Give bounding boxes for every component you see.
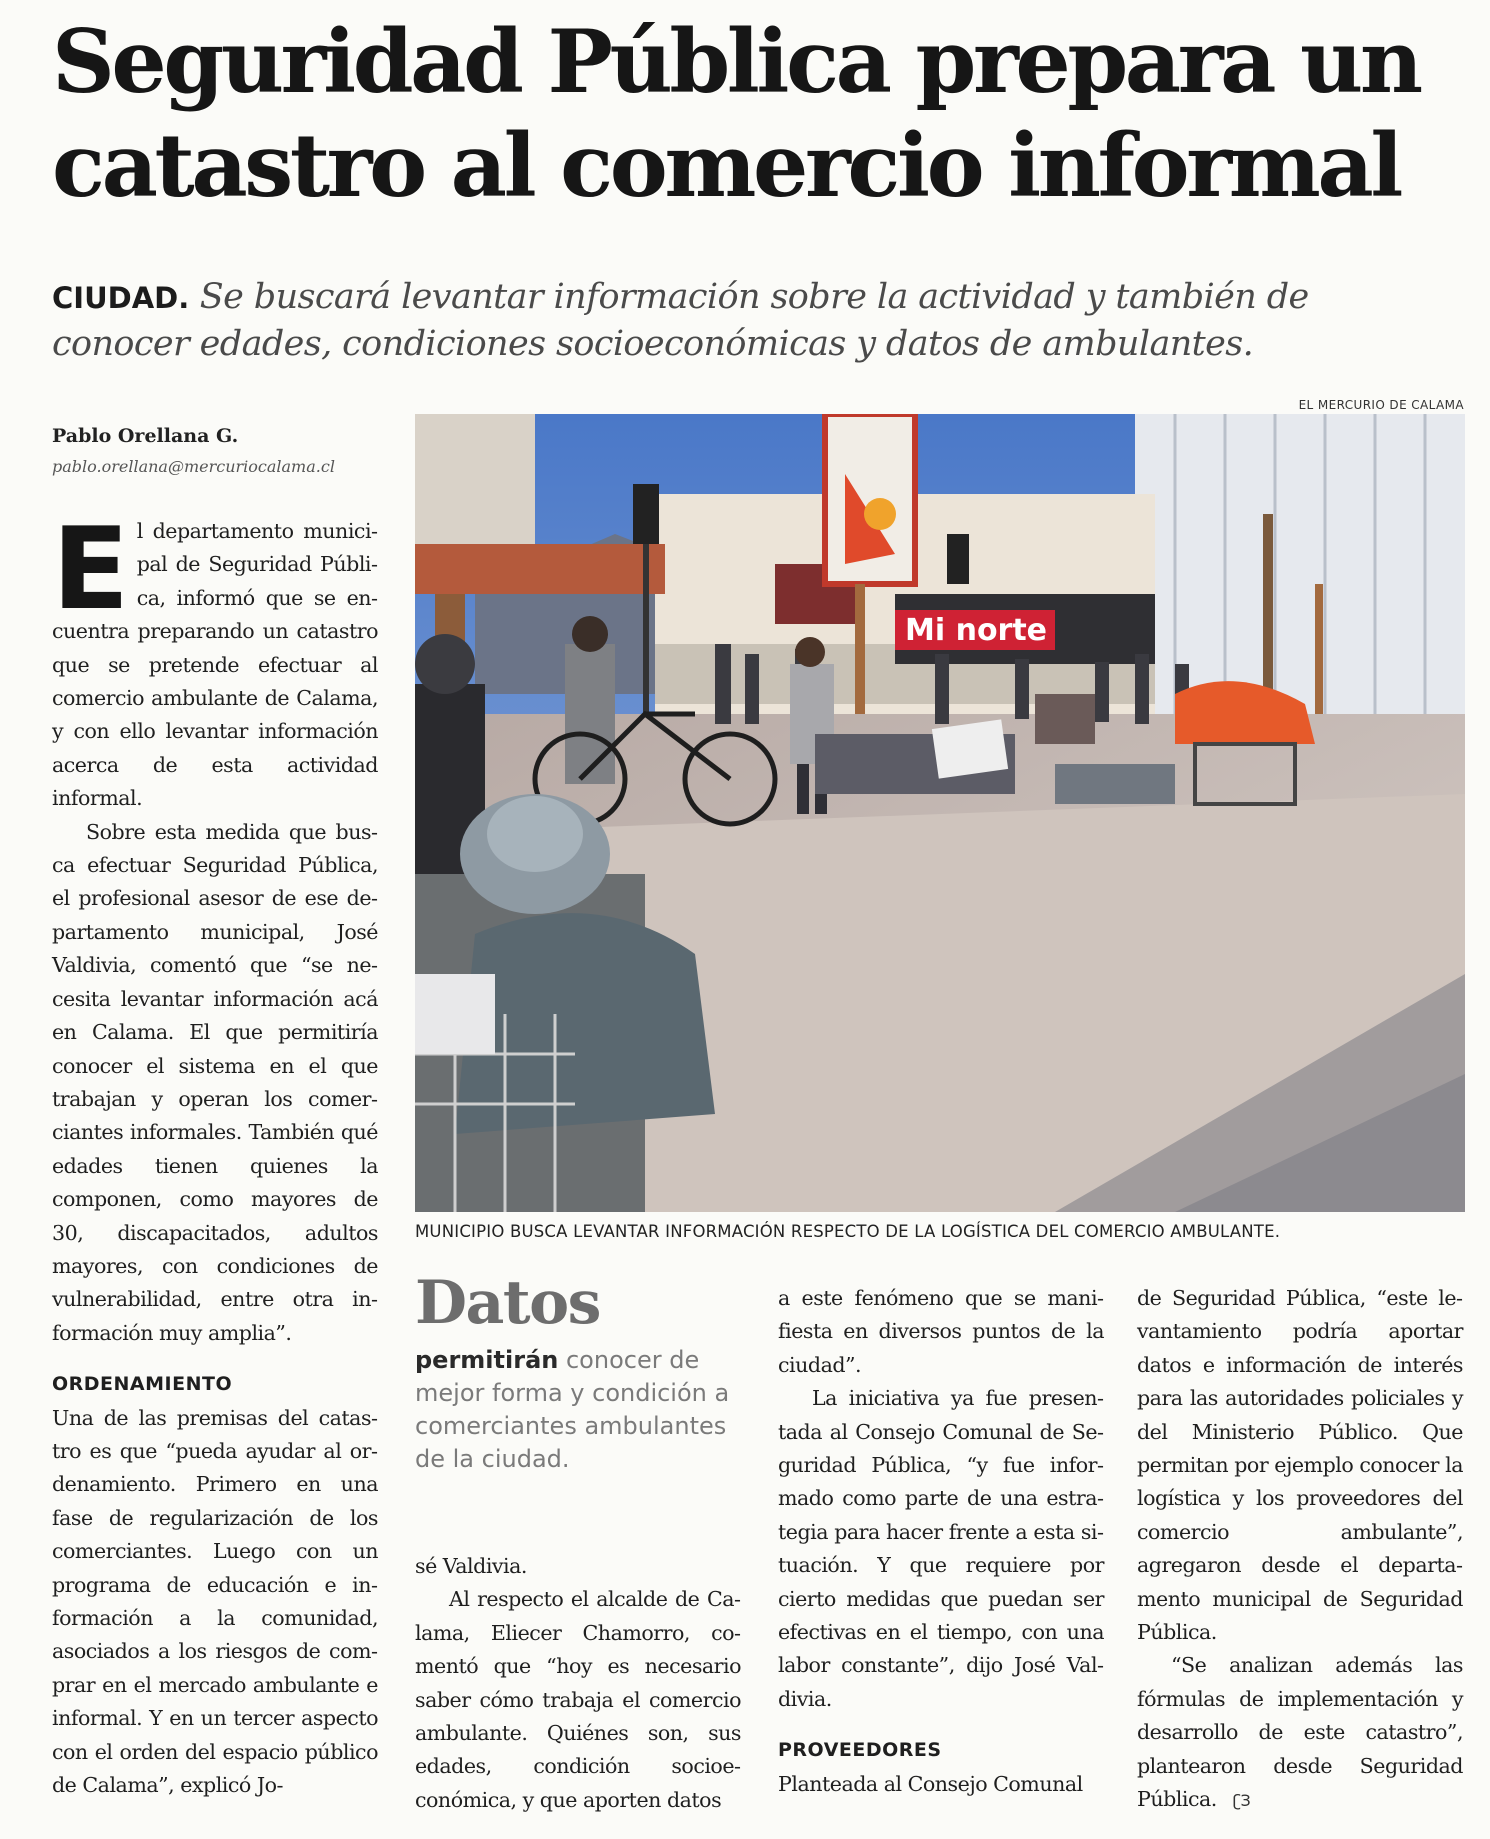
byline [52,425,382,476]
subhead [52,274,1452,367]
photo-credit: EL MERCURIO DE CALAMA [1298,398,1464,412]
paragraph: Una de las premisas del catastro es que “pueda ayudar al ordenamiento. Primero en una fase de regularización de los comerciantes. Luego con un programa de educación e información a la comunidad, asociados a los riesgos de comprar en el mercado ambulante e informal. Y en un tercer aspecto con el orden del espacio público de Calama”, explicó Jo- [52,1405,378,1798]
author-name: Pablo Orellana G. [52,425,239,447]
photo-caption: MUNICIPIO BUSCA LEVANTAR INFORMACIÓN RESPECTO DE LA LOGÍSTICA DEL COMERCIO AMBULANTE. [415,1222,1281,1241]
store-sign: Mi norte [905,613,1048,648]
article-column-1 [52,503,378,1802]
section-heading-proveedores: PROVEEDORES [778,1739,942,1762]
paragraph-text: l departamento municipal de Seguridad Pública, informó que se encuentra preparando un catastro que se pretende efectuar al comercio ambulante de Calama, y con ello levantar información acerca de esta actividad informal. [52,519,378,811]
paragraph [1137,1649,1463,1817]
paragraph: de Seguridad Pública, “este levantamiento podría aportar datos e información de interés para las autoridades policiales y del Ministerio Público. Que permitan por ejemplo conocer la logística y los proveedores del comercio ambulante”, agregaron desde el departamento municipal de Seguridad Pública. [1137,1286,1463,1645]
drop-cap: E [52,503,129,635]
section-heading-ordenamiento: ORDENAMIENTO [52,1373,233,1396]
datos-title: Datos [415,1268,600,1338]
datos-lead: permitirán [415,1346,559,1374]
author-email[interactable]: pablo.orellana@mercuriocalama.cl [52,457,335,476]
end-mark-icon: ʗЗ [1232,1791,1251,1811]
paragraph [52,503,378,816]
subhead-text: Se buscará levantar información sobre la actividad y también de conocer edades, condiciones socioeconómicas y datos de ambulantes. [52,277,1309,364]
paragraph: Sobre esta medida que busca efectuar Seguridad Pública, el profesional asesor de ese departamento municipal, José Valdivia, comentó que “se necesita levantar información acá en Calama. El que permitiría conocer el sistema en el que trabajan y operan los comerciantes informales. También qué edades tienen quienes la componen, como mayores de 30, discapacitados, adultos mayores, con condiciones de vulnerabilidad, entre otra información muy amplia”. [52,819,378,1345]
headline: Seguridad Pública prepara un catastro al comercio informal [52,10,1420,217]
paragraph: sé Valdivia. [415,1554,527,1578]
paragraph: La iniciativa ya fue presentada al Consejo Comunal de Seguridad Pública, “y fue informado como parte de una estrategia para hacer frente a esta situación. Y que requiere por cierto medidas que puedan ser efectivas en el tiempo, con una labor constante”, dijo José Valdivia. [778,1386,1104,1711]
article-column-3 [778,1282,1104,1801]
article-column-4 [1137,1282,1463,1818]
paragraph: Al respecto el alcalde de Calama, Eliecer Chamorro, comentó que “hoy es necesario saber cómo trabaja el comercio ambulante. Quiénes son, sus edades, condición socioeconómica, y que aporten datos [415,1587,741,1812]
paragraph-text: “Se analizan además las fórmulas de implementación y desarrollo de este catastro”, plantearon desde Seguridad Pública. [1137,1653,1463,1812]
street-photo [415,414,1465,1212]
datos-text [415,1344,745,1476]
street-scene-illustration [415,414,1465,1212]
subhead-kicker: CIUDAD. [52,281,190,315]
paragraph: Planteada al Consejo Comunal [778,1771,1083,1796]
datos-body: conocer de mejor forma y condición a comerciantes ambulantes de la ciudad. [415,1346,730,1473]
datos-callout [415,1270,745,1476]
article-column-2 [415,1550,741,1817]
paragraph: a este fenómeno que se manifiesta en diversos puntos de la ciudad”. [778,1286,1104,1377]
